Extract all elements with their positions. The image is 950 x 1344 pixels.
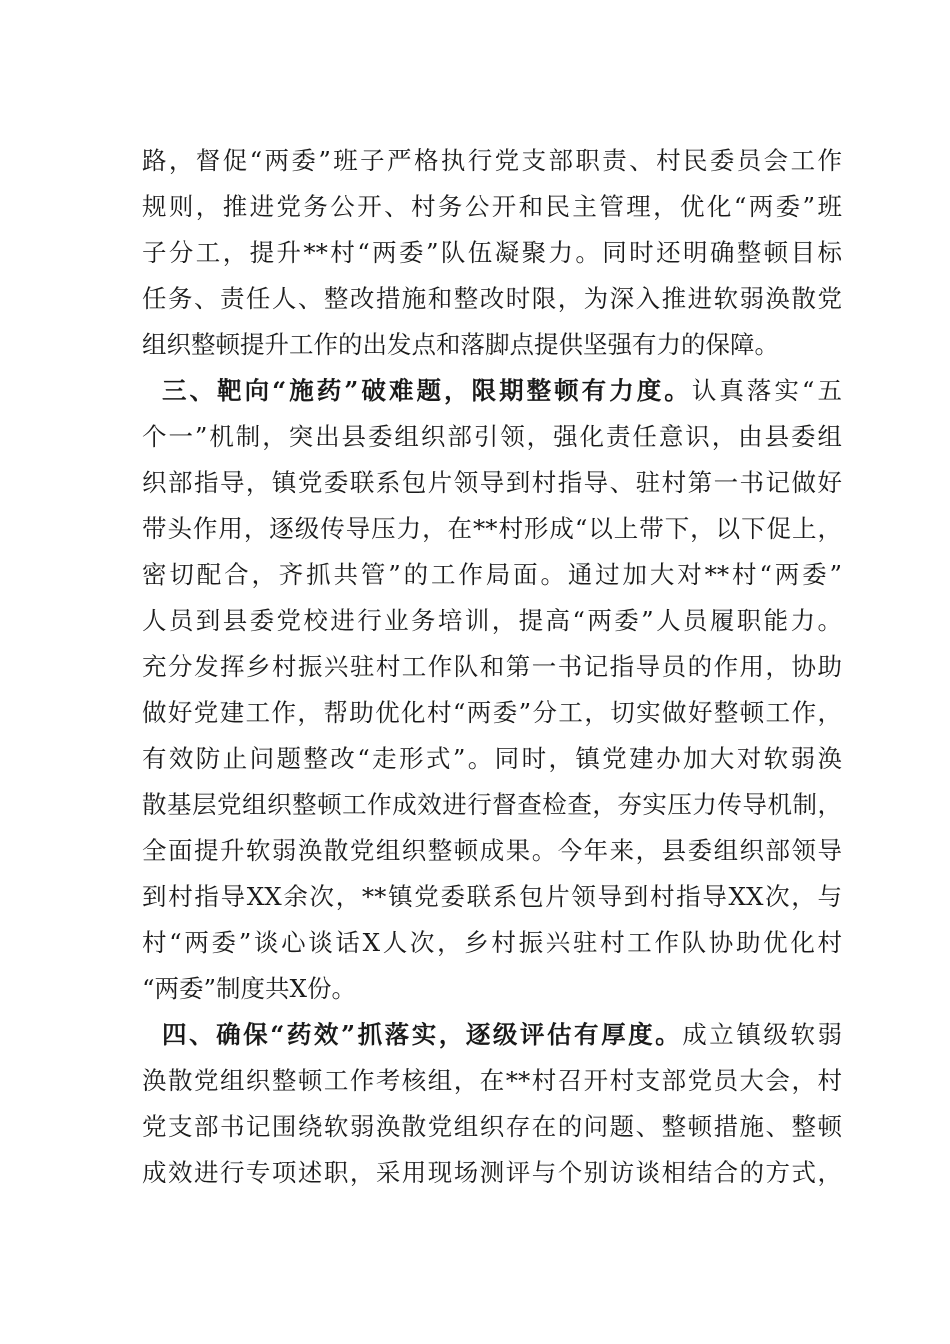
paragraph-2-line-1: [162, 371, 842, 411]
paragraph-2-line-4: 带头作用，逐级传导压力，在**村形成“以上带下，以下促上，: [142, 514, 842, 543]
paragraph-2-first-line-text: 认真落实“五: [691, 376, 842, 405]
section-4-heading: 四、确保“药效”抓落实，逐级评估有厚度。: [162, 1020, 683, 1049]
paragraph-1-line-5: 组织整顿提升工作的出发点和落脚点提供坚强有力的保障。: [142, 330, 779, 359]
paragraph-1-line-3: 子分工，提升**村“两委”队伍凝聚力。同时还明确整顿目标: [142, 238, 842, 267]
paragraph-2-line-9: 有效防止问题整改“走形式”。同时，镇党建办加大对软弱涣: [142, 744, 842, 773]
paragraph-3-line-4: 成效进行专项述职，采用现场测评与个别访谈相结合的方式，: [142, 1158, 842, 1187]
paragraph-3-line-3: 党支部书记围绕软弱涣散党组织存在的问题、整顿措施、整顿: [142, 1112, 842, 1141]
paragraph-1-line-2: 规则，推进党务公开、村务公开和民主管理，优化“两委”班: [142, 192, 842, 221]
paragraph-3-line-2: 涣散党组织整顿工作考核组，在**村召开村支部党员大会，村: [142, 1066, 842, 1095]
paragraph-2-line-3: 织部指导，镇党委联系包片领导到村指导、驻村第一书记做好: [142, 468, 842, 497]
paragraph-3-first-line-text: 成立镇级软弱: [682, 1020, 842, 1049]
paragraph-2-line-6: 人员到县委党校进行业务培训，提高“两委”人员履职能力。: [142, 606, 842, 635]
paragraph-2-line-7: 充分发挥乡村振兴驻村工作队和第一书记指导员的作用，协助: [142, 652, 842, 681]
section-3-heading: 三、靶向“施药”破难题，限期整顿有力度。: [162, 376, 692, 405]
paragraph-2-line-10: 散基层党组织整顿工作成效进行督查检查，夯实压力传导机制，: [142, 790, 842, 819]
paragraph-2-line-11: 全面提升软弱涣散党组织整顿成果。今年来，县委组织部领导: [142, 836, 842, 865]
paragraph-1-line-4: 任务、责任人、整改措施和整改时限，为深入推进软弱涣散党: [142, 284, 842, 313]
paragraph-2-line-14: “两委”制度共X份。: [142, 974, 356, 1003]
paragraph-2-line-8: 做好党建工作，帮助优化村“两委”分工，切实做好整顿工作，: [142, 698, 842, 727]
paragraph-2-line-12: 到村指导XX余次，**镇党委联系包片领导到村指导XX次，与: [142, 882, 842, 911]
paragraph-2-line-5: 密切配合，齐抓共管”的工作局面。通过加大对**村“两委”: [142, 560, 842, 589]
paragraph-2-line-13: 村“两委”谈心谈话X人次，乡村振兴驻村工作队协助优化村: [142, 928, 842, 957]
paragraph-3-line-1: [162, 1015, 842, 1055]
paragraph-1-line-1: 路，督促“两委”班子严格执行党支部职责、村民委员会工作: [142, 146, 842, 175]
paragraph-2-line-2: 个一”机制，突出县委组织部引领，强化责任意识，由县委组: [142, 422, 842, 451]
